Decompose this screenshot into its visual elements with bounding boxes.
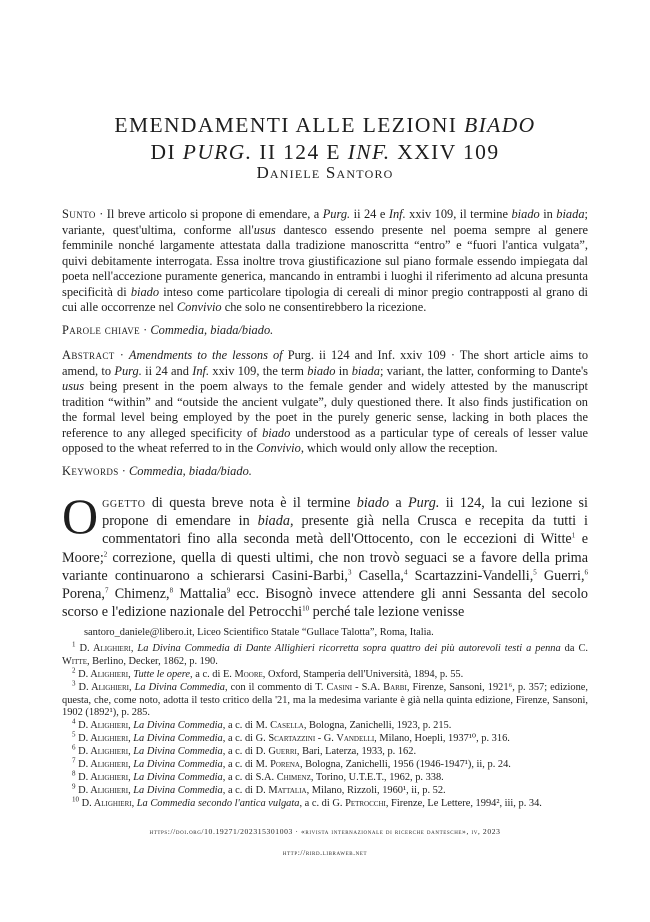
website-footer: http://rird.libraweb.net: [282, 848, 368, 857]
author-affiliation: santoro_daniele@libero.it, Liceo Scientifico Statale “Gullace Talotta”, Roma, Italia.: [84, 627, 434, 638]
footnote-ref[interactable]: 9: [226, 586, 231, 595]
footnote-work-title: La Divina Commedia: [133, 759, 223, 771]
footnote-work-title: Tutte le opere: [133, 668, 191, 680]
footnote-author: D. Alighieri: [78, 720, 129, 732]
footnote-list: [62, 640, 588, 811]
body-paragraph: Oggetto di questa breve nota è il termine biado a Purg. ii 124, la cui lezione si propone di emendare in biada, presente già nella Crusca e recepita da tutti i commentatori fino alla seconda metà dell'Ottocento, con le eccezioni di Witte$^1$ e Moore;$^2$ correzione, quella di questi ultimi, che non trovò seguaci se a favore della prima variante continuarono a schierarsi Casini-Barbi,$^3$ Casella,$^4$ Scartazzini-Vandelli,$^5$ Guerri,$^6$ Porena,$^7$ Chimenz,$^8$ Mattalia$^9$ ecc. Bisognò invece attendere gli anni Sessanta del secolo scorso e l'edizione nazionale del Petrocchi$^{10}$ perché tale lezione venisse: [62, 488, 589, 621]
footnote-author: D. Alighieri: [79, 642, 131, 654]
footnote-number: 3: [72, 679, 76, 688]
footnote-work-title: La Divina Commedia: [133, 771, 223, 783]
footnote-author: D. Alighieri: [78, 746, 129, 758]
footnote-number: 2: [72, 666, 76, 675]
title-line-2: DI PURG. II 124 E INF. XXIV 109: [150, 140, 500, 165]
footnote-ref[interactable]: 3: [347, 568, 352, 577]
parole-chiave: Parole chiave · Commedia, biada/biado.: [62, 323, 274, 337]
footnote-item: $^9$ D. Alighieri, La Divina Commedia, a c. di D. Mattalia, Milano, Rizzoli, 1960¹, ii, p. 52.: [72, 782, 446, 796]
english-abstract: Abstract · Amendments to the lessons of Purg. ii 124 and Inf. xxiv 109 · The short article aims to amend, to Purg. ii 24 and Inf. xxiv 109, the term biado in biada; variant, the latter, conforming to Dante's usus being present in the poem always to the female gender and widely attested by the manuscript tradition “within” and “outside the ancient vulgate”, duly questioned there. It also finds justification on the formal level being employed by the poet in the purely generic sense, lacking in both places the reference to any alleged specificity of biado understood as a particular type of cereals of lesser value opposed to the wheat referred to in the Convivio, which would only allow the reception.: [62, 348, 589, 455]
footnote-editor: Chimenz: [276, 771, 311, 783]
footnote-number: 8: [72, 769, 76, 778]
footnote-editor: Witte: [62, 655, 87, 667]
footnote-author: D. Alighieri: [78, 681, 129, 693]
footnote-author: D. Alighieri: [78, 668, 129, 680]
footnote-author: D. Alighieri: [78, 784, 129, 796]
footnote-number: 5: [72, 730, 76, 739]
footnote-editor: Casini - S.A. Barbi: [326, 681, 407, 693]
drop-cap: O: [62, 488, 99, 544]
footnote-item: $^5$ D. Alighieri, La Divina Commedia, a c. di G. Scartazzini - G. Vandelli, Milano, Hoepli, 1937¹⁰, p. 316.: [72, 730, 510, 745]
footnote-ref[interactable]: 4: [403, 568, 408, 577]
footnote-editor: Casella: [270, 720, 304, 732]
footnote-work-title: La Divina Commedia di Dante Allighieri ricorretta sopra quattro dei più autorevoli testi a penna: [137, 642, 561, 654]
footnote-editor: Mattalia: [268, 784, 307, 796]
author-name: Daniele Santoro: [256, 163, 394, 182]
article-title: [0, 112, 650, 166]
footnote-number: 6: [72, 743, 76, 752]
footnote-ref[interactable]: 2: [103, 549, 108, 558]
footnote-item: $^3$ D. Alighieri, La Divina Commedia, con il commento di T. Casini - S.A. Barbi, Firenze, Sansoni, 1921⁶, p. 357; edizione, questa, che, come noto, adotta il testo critico della '21, ma la medesima variante è già nella quinta edizione, Firenze, Sansoni, 1902 (1892¹), p. 285.: [62, 679, 588, 719]
footnote-work-title: La Divina Commedia: [133, 733, 223, 745]
footnote-item: $^4$ D. Alighieri, La Divina Commedia, a c. di M. Casella, Bologna, Zanichelli, 1923, p. 215.: [72, 717, 452, 732]
footnote-number: 7: [72, 756, 76, 765]
keywords: Keywords · Commedia, biada/biado.: [62, 464, 252, 478]
footnote-number: 1: [72, 640, 76, 649]
footnote-author: D. Alighieri: [78, 733, 129, 745]
footnote-item: $^2$ D. Alighieri, Tutte le opere, a c. di E. Moore, Oxford, Stamperia dell'Università, 1894, p. 55.: [72, 666, 464, 680]
footnote-number: 9: [72, 782, 76, 791]
footnote-editor: Petrocchi: [345, 797, 386, 809]
footnote-work-title: La Divina Commedia: [133, 720, 223, 732]
footnote-item: $^8$ D. Alighieri, La Divina Commedia, a c. di S.A. Chimenz, Torino, U.T.E.T., 1962, p. 338.: [72, 769, 444, 783]
footnote-work-title: La Divina Commedia: [133, 746, 223, 758]
parole-chiave-label: Parole chiave: [62, 323, 141, 337]
footnote-editor: Moore: [234, 668, 263, 680]
footnote-number: 4: [72, 717, 76, 726]
abstract-label: Abstract: [62, 348, 115, 362]
footnote-ref[interactable]: 1: [571, 531, 576, 540]
footnote-item: $^6$ D. Alighieri, La Divina Commedia, a c. di D. Guerri, Bari, Laterza, 1933, p. 162.: [72, 743, 417, 758]
footnote-item: $^7$ D. Alighieri, La Divina Commedia, a c. di M. Porena, Bologna, Zanichelli, 1956 (1946-1947¹), ii, p. 24.: [72, 756, 511, 771]
footnote-item: $^{10}$ D. Alighieri, La Commedia secondo l'antica vulgata, a c. di G. Petrocchi, Firenze, Le Lettere, 1994², iii, p. 34.: [72, 795, 542, 809]
footnote-editor: Porena: [270, 759, 300, 771]
keywords-label: Keywords: [62, 464, 119, 478]
footnote-ref[interactable]: 6: [584, 568, 589, 577]
footnotes: [62, 627, 588, 811]
footnote-work-title: La Divina Commedia: [133, 784, 223, 796]
footnote-work-title: La Divina Commedia: [134, 681, 225, 693]
footnote-ref[interactable]: 8: [169, 586, 174, 595]
sunto-label: Sunto: [62, 207, 96, 221]
doi-footer: https://doi.org/10.19271/202315301003 · «rivista internazionale di ricerche dantesche», iv, 2023: [149, 827, 501, 836]
footnote-ref[interactable]: 7: [104, 586, 109, 595]
footnote-editor: Guerri: [268, 746, 297, 758]
footnote-number: 10: [72, 795, 79, 804]
footnote-work-title: La Commedia secondo l'antica vulgata: [136, 797, 300, 809]
title-line-1: EMENDAMENTI ALLE LEZIONI BIADO: [114, 113, 536, 138]
footnote-author: D. Alighieri: [78, 759, 129, 771]
footnote-ref[interactable]: 5: [533, 568, 537, 577]
footnote-author: D. Alighieri: [81, 797, 132, 809]
footnote-item: $^1$ D. Alighieri, La Divina Commedia di Dante Allighieri ricorretta sopra quattro dei più autorevoli testi a penna da C. Witte, Berlino, Decker, 1862, p. 190.: [62, 640, 588, 667]
footnote-ref[interactable]: 10: [302, 604, 310, 613]
footnote-author: D. Alighieri: [78, 771, 129, 783]
footnote-editor: Scartazzini - G. Vandelli: [268, 733, 375, 745]
sunto-abstract: Sunto · Il breve articolo si propone di emendare, a Purg. ii 24 e Inf. xxiv 109, il termine biado in biada; variante, quest'ultima, conforme all'usus dantesco essendo presente nel poema sempre al genere femminile nonché largamente attestata dalla tradizione manoscritta “entro” e “fuori l'antica vulgata”, quivi debitamente interrogata. Essa inoltre trova giustificazione sul piano formale essendo impiegata dal poeta nell'accezione puramente generica, mancando in entrambi i luoghi il riferimento ad alcuna presunta specificità di biado inteso come particolare tipologia di cereali di minor pregio contrapposti al grano di cui alle occorrenze nel Convivio che solo ne consentirebbero la ricezione.: [62, 207, 589, 314]
